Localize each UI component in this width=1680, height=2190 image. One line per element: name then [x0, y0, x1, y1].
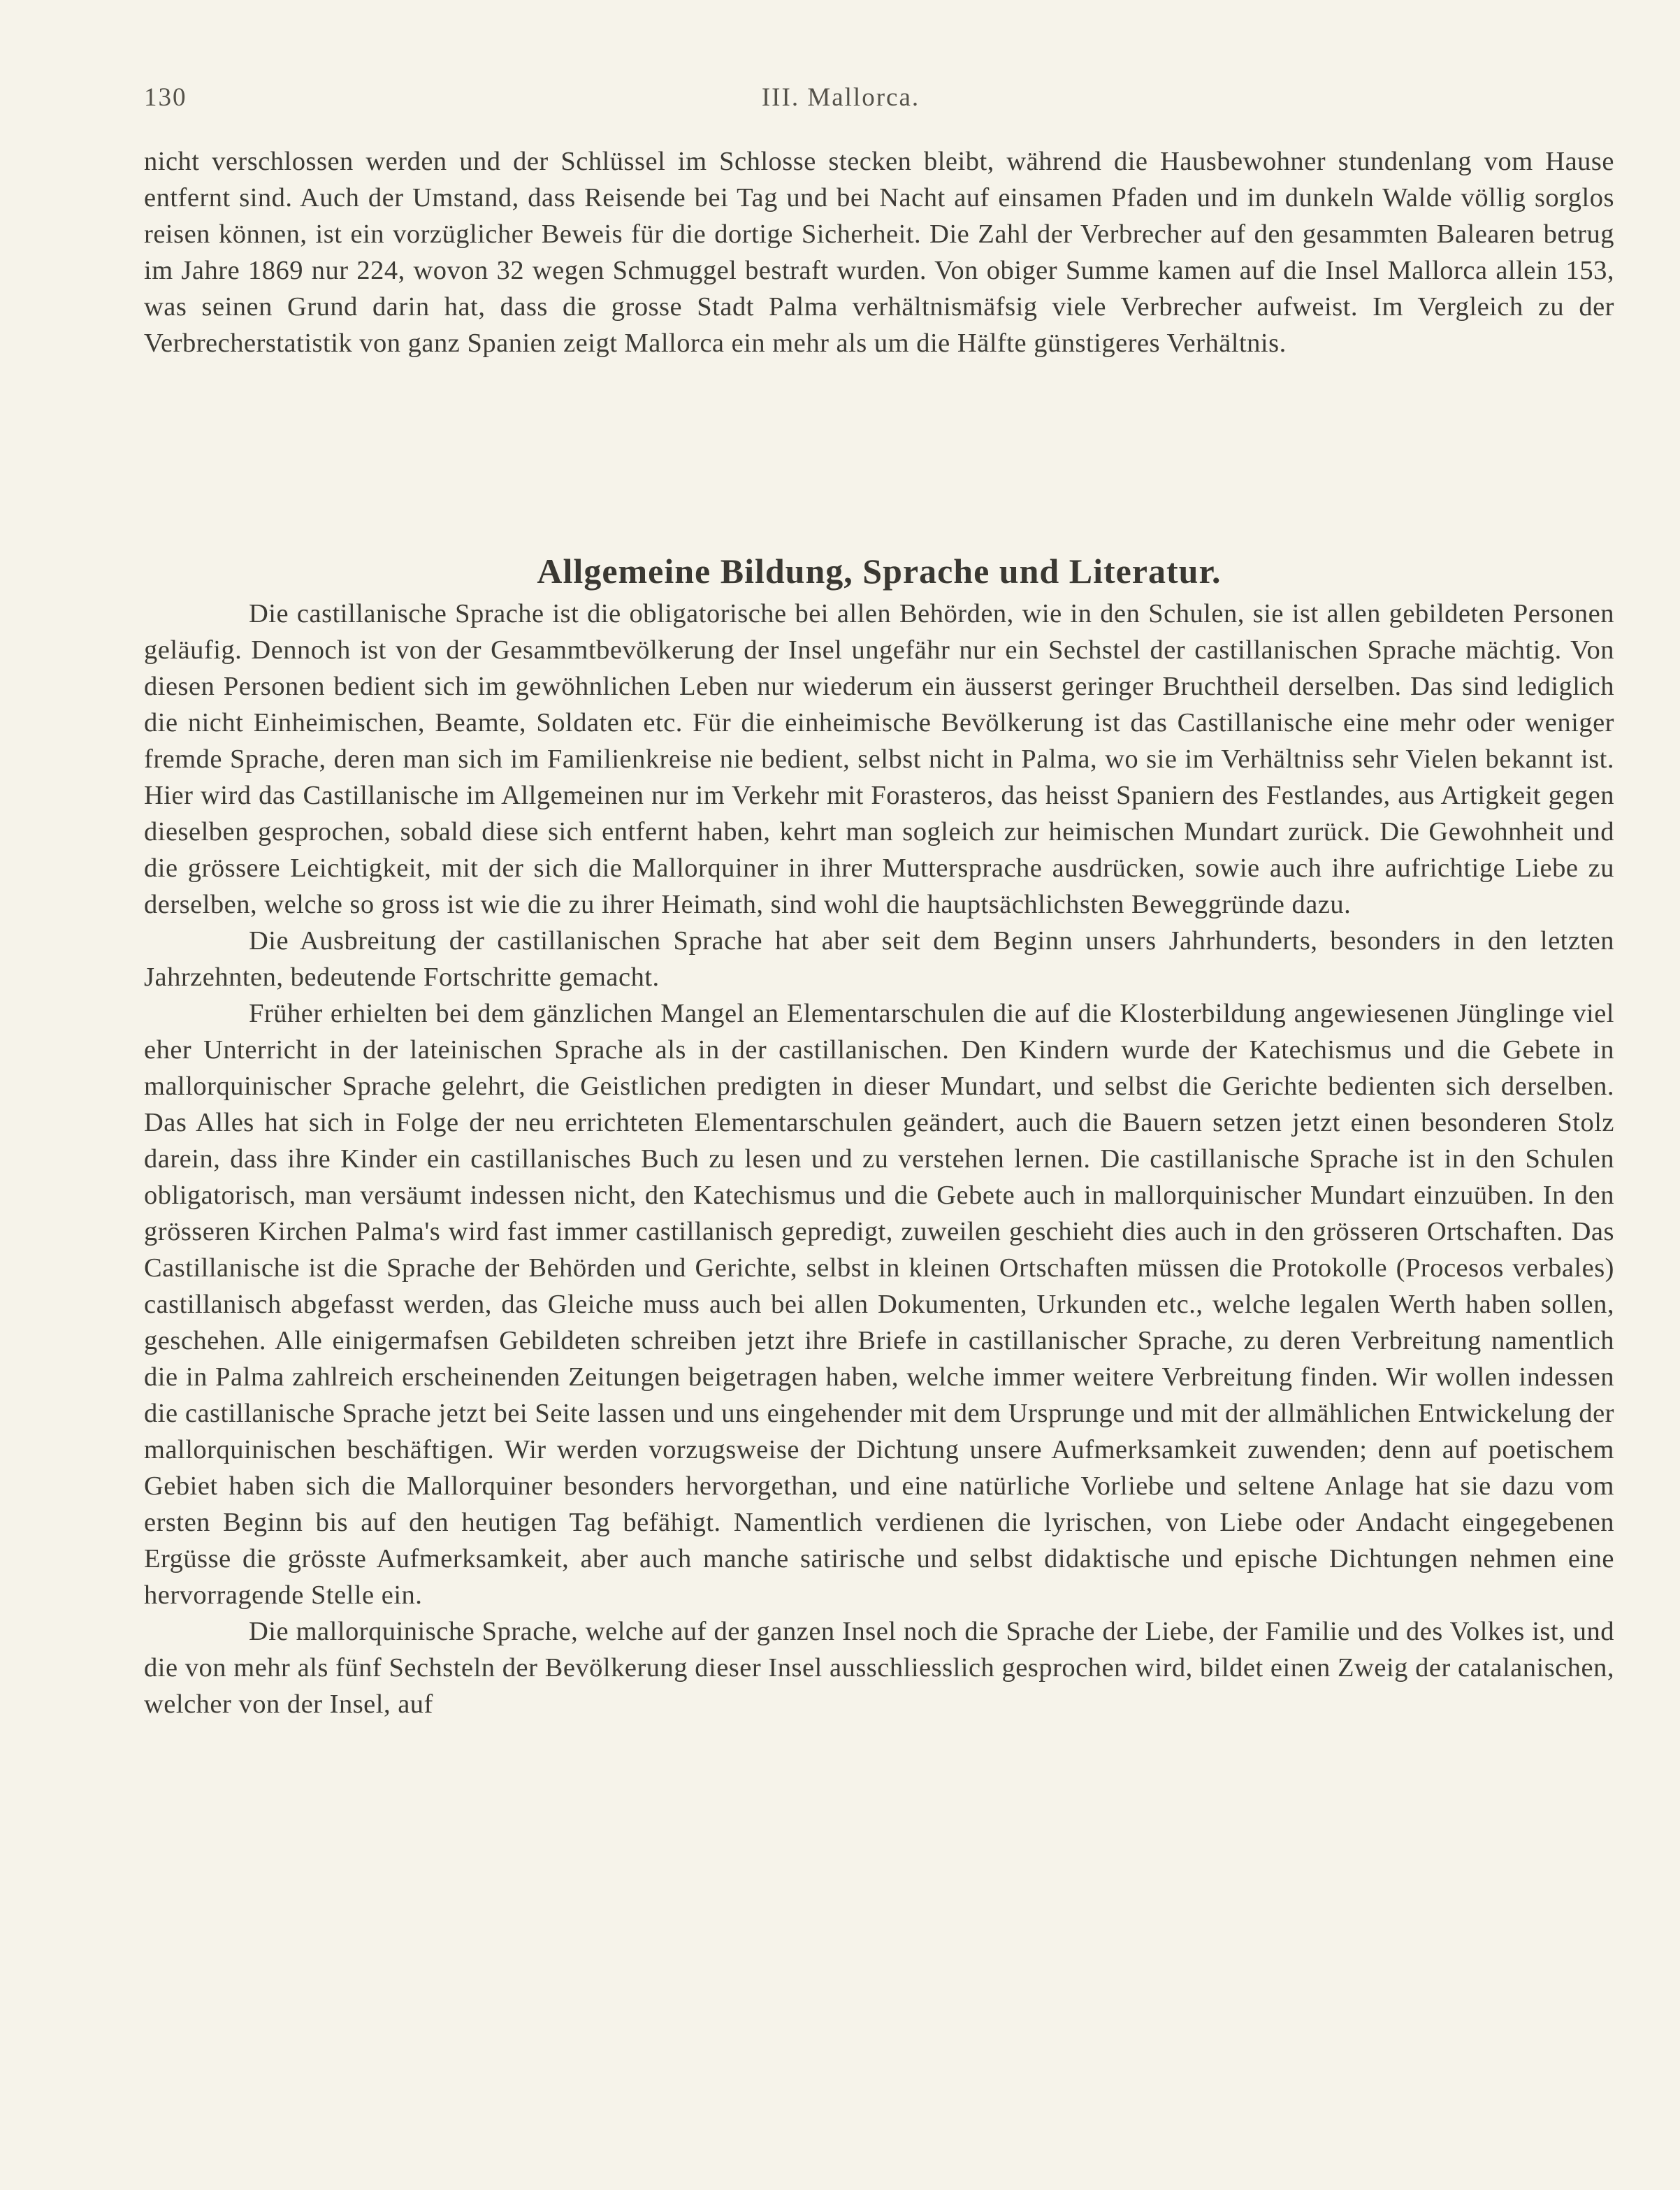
running-header — [144, 82, 1537, 117]
continued-paragraph-block — [144, 143, 1614, 361]
paragraph-ausbreitung: Die Ausbreitung der castillanischen Sprache hat aber seit dem Beginn unsers Jahrhunderts, besonders in den letzten Jahrzehnten, bedeutende Fortschritte gemacht. — [144, 926, 1614, 992]
section-heading: Allgemeine Bildung, Sprache und Literatur. — [537, 551, 1222, 591]
paragraph-frueher: Früher erhielten bei dem gänzlichen Mangel an Elementarschulen die auf die Klosterbildung angewiesenen Jünglinge viel eher Unterricht in der lateinischen Sprache als in der castillanischen. Den Kindern wurde der Katechismus und die Gebete in mallorquinischer Sprache gelehrt, die Geistlichen predigten in dieser Mundart, und selbst die Gerichte bedienten sich derselben. Das Alles hat sich in Folge der neu errichteten Elementarschulen geändert, auch die Bauern setzen jetzt einen besonderen Stolz darein, dass ihre Kinder ein castillanisches Buch zu lesen und zu verstehen lernen. Die castillanische Sprache ist in den Schulen obligatorisch, man versäumt indessen nicht, den Katechismus und die Gebete auch in mallorquinischer Mundart einzuüben. In den grösseren Kirchen Palma's wird fast immer castillanisch gepredigt, zuweilen geschieht dies auch in den grösseren Ortschaften. Das Castillanische ist die Sprache der Behörden und Gerichte, selbst in kleinen Ortschaften müssen die Protokolle (Procesos verbales) castillanisch abgefasst werden, das Gleiche muss auch bei allen Dokumenten, Urkunden etc., welche legalen Werth haben sollen, geschehen. Alle einigermafsen Gebildeten schreiben jetzt ihre Briefe in castillanischer Sprache, zu deren Verbreitung namentlich die in Palma zahlreich erscheinenden Zeitungen beigetragen haben, welche immer weitere Verbreitung finden. Wir wollen indessen die castillanische Sprache jetzt bei Seite lassen und uns eingehender mit dem Ursprunge und mit der allmählichen Entwickelung der mallorquinischen beschäftigen. Wir werden vorzugsweise der Dichtung unsere Aufmerksamkeit zuwenden; denn auf poetischem Gebiet haben sich die Mallorquiner besonders hervorgethan, und eine natürliche Vorliebe und seltene Anlage hat sie dazu vom ersten Beginn bis auf den heutigen Tag befähigt. Namentlich verdienen die lyrischen, von Liebe oder Andacht eingegebenen Ergüsse die grösste Aufmerksamkeit, aber auch manche satirische und selbst didaktische und epische Dichtungen nehmen eine hervorragende Stelle ein. — [144, 999, 1614, 1610]
page-number: 130 — [144, 83, 187, 112]
running-title: III. Mallorca. — [761, 83, 920, 112]
paragraph-castillanische-sprache: Die castillanische Sprache ist die obligatorische bei allen Behörden, wie in den Schulen, sie ist allen gebildeten Personen geläufig. Dennoch ist von der Gesammtbevölkerung der Insel ungefähr nur ein Sechstel der castillanischen Sprache mächtig. Von diesen Personen bedient sich im gewöhnlichen Leben nur wiederum ein äusserst geringer Bruchtheil derselben. Das sind lediglich die nicht Einheimischen, Beamte, Soldaten etc. Für die einheimische Bevölkerung ist das Castillanische eine mehr oder weniger fremde Sprache, deren man sich im Familienkreise nie bedient, selbst nicht in Palma, wo sie im Verhältniss sehr Vielen bekannt ist. Hier wird das Castillanische im Allgemeinen nur im Verkehr mit Forasteros, das heisst Spaniern des Festlandes, aus Artigkeit gegen dieselben gesprochen, sobald diese sich entfernt haben, kehrt man sogleich zur heimischen Mundart zurück. Die Gewohnheit und die grössere Leichtigkeit, mit der sich die Mallorquiner in ihrer Muttersprache ausdrücken, sowie auch ihre aufrichtige Liebe zu derselben, welche so gross ist wie die zu ihrer Heimath, sind wohl die hauptsächlichsten Beweggründe dazu. — [144, 599, 1614, 919]
section-body — [144, 596, 1614, 1722]
paragraph-mallorquinische-sprache: Die mallorquinische Sprache, welche auf der ganzen Insel noch die Sprache der Liebe, der Familie und des Volkes ist, und die von mehr als fünf Sechsteln der Bevölkerung dieser Insel ausschliesslich gesprochen wird, bildet einen Zweig der catalanischen, welcher von der Insel, auf — [144, 1617, 1614, 1719]
continued-paragraph: nicht verschlossen werden und der Schlüssel im Schlosse stecken bleibt, während die Hausbewohner stundenlang vom Hause entfernt sind. Auch der Umstand, dass Reisende bei Tag und bei Nacht auf einsamen Pfaden und im dunkeln Walde völlig sorglos reisen können, ist ein vorzüglicher Beweis für die dortige Sicherheit. Die Zahl der Verbrecher auf den gesammten Balearen betrug im Jahre 1869 nur 224, wovon 32 wegen Schmuggel bestraft wurden. Von obiger Summe kamen auf die Insel Mallorca allein 153, was seinen Grund darin hat, dass die grosse Stadt Palma verhältnismäfsig viele Verbrecher aufweist. Im Vergleich zu der Verbrecherstatistik von ganz Spanien zeigt Mallorca ein mehr als um die Hälfte günstigeres Verhältnis. — [144, 147, 1614, 358]
